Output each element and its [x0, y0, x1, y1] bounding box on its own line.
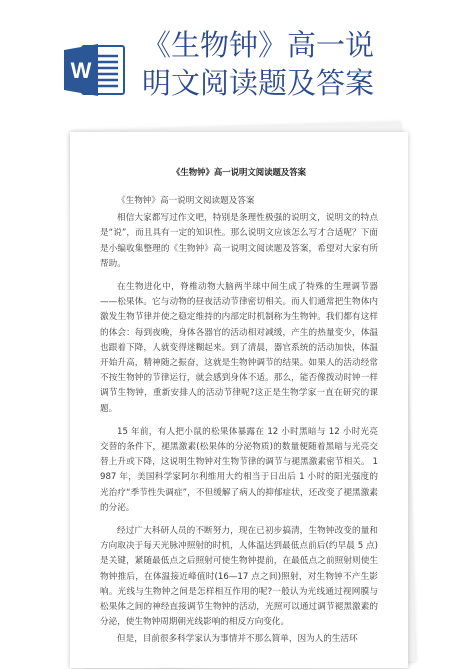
document-paragraph: 相信大家都写过作文吧，特别是条理性极强的说明文，说明文的特点是“说”，而且具有一定的知识性。那么说明文应该怎么写才合适呢？下面是小编收集整理的《生物钟》高一说明文阅读题及答案，希望对大家有所帮助。 [100, 213, 378, 269]
document-paragraph: 在生物进化中，脊椎动物大脑两半球中间生成了特殊的生理调节器——松果体。它与动物的昼夜活动节律密切相关。而人们通常把生物体内激发生物节律并使之稳定维持的内部定时机制称为生物钟。我们都有这样的体会：每到夜晚，身体各器官的活动相对减缓，产生的热量变少，体温也跟着下降，人就变得迷糊起来。到了清晨，器官系统的活动加快，体温开始升高，精神随之振奋，这就是生物钟调节的结果。如果人的活动经常不按生物钟的节律运行，就会感到身体不适。那么，能否像拨动时钟一样调节生物钟，重新安排人的活动节律呢?这正是生物学家一直在研究的课题。 [100, 282, 378, 414]
logo-letter: W [70, 58, 92, 83]
document-page [70, 132, 408, 668]
page-header [0, 0, 474, 122]
document-paragraph: 但是，目前很多科学家认为事情并不那么简单，因为人的生活环 [117, 634, 358, 645]
page-title-line-1: 《生物钟》高一说 [142, 28, 375, 62]
document-paragraph: 经过广大科研人员的不断努力，现在已初步搞清，生物钟改变的量和方向取决于每天光脉冲照射的时机，人体温达到最低点前后(约早晨 5 点)是关键，紧随最低点之后照射可使生物钟提前，在最低点之前照射则使生物钟推后，在体温接近峰值时(16—17 点之间)照射，对生物钟不产生影响。光线与生物钟之间是怎样相互作用的呢?一般认为光线通过视网膜与松果体之间的神经直接调节生物钟的活动，光照可以通过调节褪黑激素的分泌，使生物钟周期朝光线影响的相反方向变化。 [100, 526, 378, 628]
document-preview [70, 126, 410, 666]
page-title-line-2: 明文阅读题及答案 [142, 66, 375, 100]
page-title [142, 26, 467, 102]
document-subheading: 《生物钟》高一说明文阅读题及答案 [117, 196, 255, 206]
document-paragraph: 15 年前，有人把小鼠的松果体暴露在 12 小时黑暗与 12 小时光亮交替的条件下，褪黑激素(松果体的分泌物质)的数量便随着黑暗与光亮交替上升或下降，这说明生物钟对生物节律的调节与褪黑激素密节相关。 1987 年，美国科学家阿尔利维用大约相当于日出后 1 小时的阳光强度的光治疗“季节性失调症”，不但缓解了病人的抑郁症状，还改变了褪黑激素的分泌。 [100, 426, 378, 513]
document-title: 《生物钟》高一说明文阅读题及答案 [172, 167, 306, 177]
word-document-icon [62, 40, 128, 100]
